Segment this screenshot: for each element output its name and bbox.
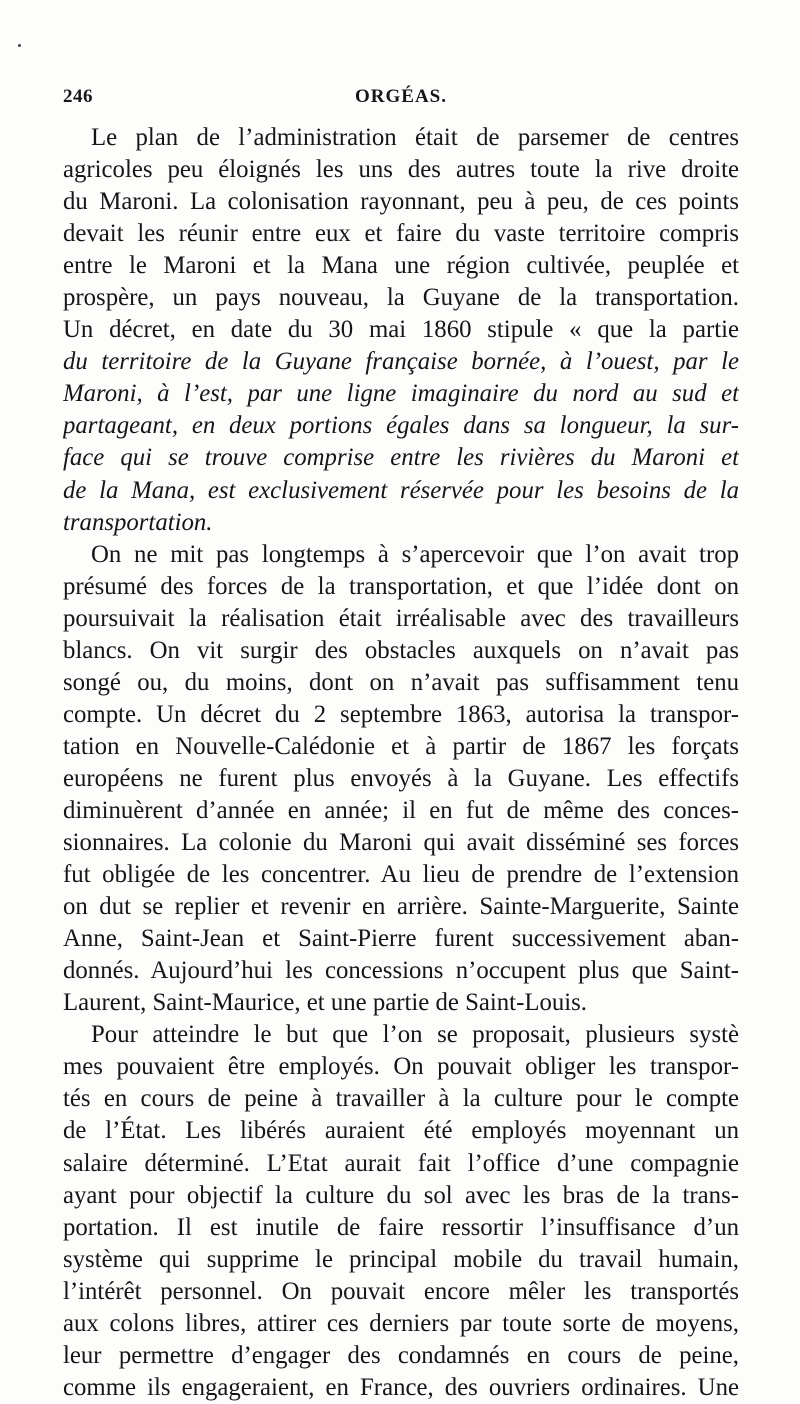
text-line: du Maroni. La colonisation rayonnant, peu à peu, de ces points: [63, 188, 739, 216]
text-line: mes pouvaient être employés. On pouvait obliger les transpor-: [63, 1053, 739, 1081]
text-line: tés en cours de peine à travailler à la culture pour le compte: [63, 1085, 739, 1113]
text-line: Un décret, en date du 30 mai 1860 stipule « que la partie: [63, 316, 739, 344]
text-line: portation. Il est inutile de faire ressortir l’insuffisance d’un: [63, 1213, 739, 1241]
body-text: [63, 122, 739, 1404]
text-line: transportation.: [63, 508, 213, 536]
paper-speck: [18, 44, 21, 47]
text-line: entre le Maroni et la Mana une région cultivée, peuplée et: [63, 252, 739, 280]
text-line: blancs. On vit surgir des obstacles auxquels on n’avait pas: [63, 636, 739, 664]
text-line: système qui supprime le principal mobile du travail humain,: [63, 1245, 739, 1273]
text-line: diminuèrent d’année en année; il en fut de même des conces-: [63, 796, 739, 824]
text-line: agricoles peu éloignés les uns des autres toute la rive droite: [63, 156, 739, 184]
text-line: Le plan de l’administration était de parsemer de centres: [91, 124, 739, 151]
running-head: [63, 86, 739, 114]
page-number: 246: [63, 86, 93, 107]
text-line: comme ils engageraient, en France, des ouvriers ordinaires. Une: [63, 1373, 739, 1401]
text-line: partageant, en deux portions égales dans sa longueur, la sur-: [63, 412, 739, 440]
text-line: Laurent, Saint-Maurice, et une partie de Saint-Louis.: [63, 989, 588, 1017]
running-title: ORGÉAS.: [355, 86, 447, 107]
text-line: Anne, Saint-Jean et Saint-Pierre furent successivement aban-: [63, 925, 739, 953]
text-line: devait les réunir entre eux et faire du vaste territoire compris: [63, 220, 739, 248]
text-line: aux colons libres, attirer ces derniers par toute sorte de moyens,: [63, 1309, 739, 1337]
text-line: tation en Nouvelle-Calédonie et à partir de 1867 les forçats: [63, 732, 739, 760]
text-line: du territoire de la Guyane française bornée, à l’ouest, par le: [63, 348, 739, 376]
text-line: leur permettre d’engager des condamnés en cours de peine,: [63, 1341, 739, 1369]
text-line: l’intérêt personnel. On pouvait encore mêler les transportés: [63, 1277, 739, 1305]
text-line: Maroni, à l’est, par une ligne imaginaire du nord au sud et: [63, 380, 739, 408]
text-line: donnés. Aujourd’hui les concessions n’occupent plus que Saint-: [63, 957, 739, 985]
text-line: on dut se replier et revenir en arrière. Sainte-Marguerite, Sainte: [63, 893, 739, 921]
text-line: européens ne furent plus envoyés à la Guyane. Les effectifs: [63, 764, 739, 792]
text-line: fut obligée de les concentrer. Au lieu de prendre de l’extension: [63, 861, 739, 889]
text-line: de l’État. Les libérés auraient été employés moyennant un: [63, 1117, 739, 1145]
text-line: de la Mana, est exclusivement réservée pour les besoins de la: [63, 476, 739, 504]
text-line: ayant pour objectif la culture du sol avec les bras de la trans-: [63, 1181, 739, 1209]
text-line: compte. Un décret du 2 septembre 1863, autorisa la transpor-: [63, 700, 739, 728]
text-line: poursuivait la réalisation était irréalisable avec des travailleurs: [63, 604, 739, 632]
text-line: On ne mit pas longtemps à s’apercevoir que l’on avait trop: [91, 540, 739, 568]
text-line: salaire déterminé. L’Etat aurait fait l’office d’une compagnie: [63, 1149, 739, 1177]
text-line: Pour atteindre le but que l’on se proposait, plusieurs systè: [91, 1021, 739, 1049]
text-line: présumé des forces de la transportation, et que l’idée dont on: [63, 572, 739, 600]
text-line: face qui se trouve comprise entre les rivières du Maroni et: [63, 444, 739, 472]
text-line: sionnaires. La colonie du Maroni qui avait disséminé ses forces: [63, 829, 739, 857]
text-line: songé ou, du moins, dont on n’avait pas suffisamment tenu: [63, 668, 739, 696]
text-line: prospère, un pays nouveau, la Guyane de la transportation.: [63, 284, 739, 312]
